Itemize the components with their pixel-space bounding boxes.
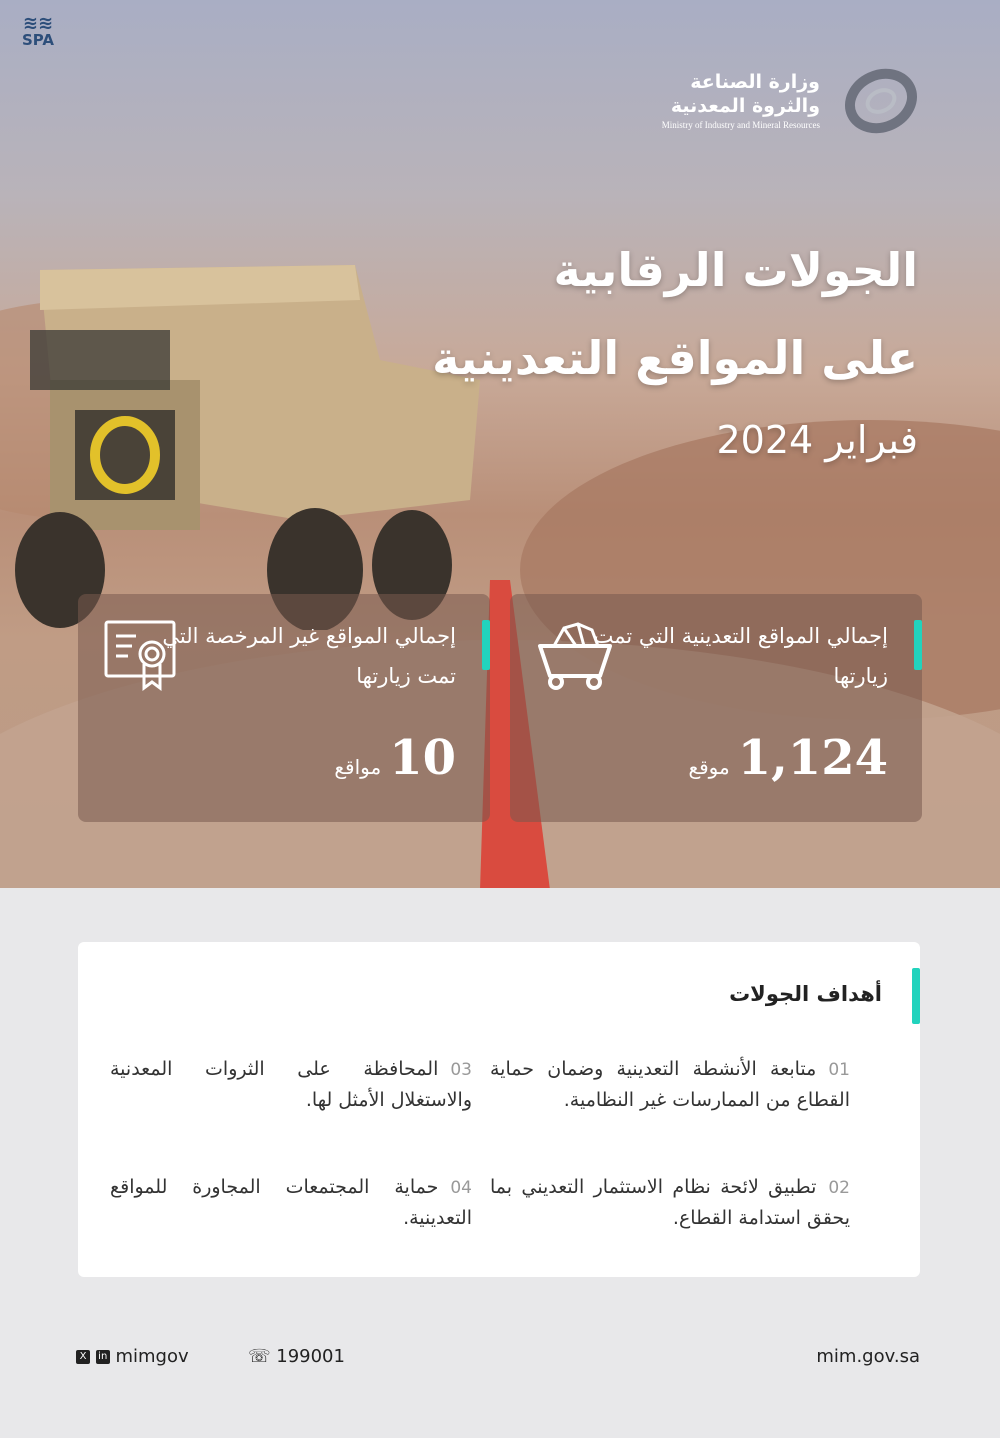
- spa-logo: ≋≋ SPA: [22, 13, 55, 49]
- social-handle-text: mimgov: [115, 1346, 189, 1367]
- stat-number: 10: [389, 730, 456, 786]
- phone-contact[interactable]: [248, 1346, 345, 1367]
- goal-item: [490, 1172, 850, 1233]
- certificate-icon: [102, 618, 184, 692]
- social-handle[interactable]: [76, 1346, 189, 1367]
- phone-icon: ☏: [248, 1346, 271, 1367]
- card-accent: [914, 620, 922, 670]
- dump-truck-illustration: [0, 260, 500, 630]
- stat-unit: موقع: [688, 755, 730, 779]
- page-subtitle: فبراير 2024: [716, 418, 918, 462]
- goals-panel: [78, 942, 920, 1277]
- stat-card-unlicensed-sites: [78, 594, 490, 822]
- stat-unit: مواقع: [334, 755, 382, 779]
- ministry-name-ar-1: وزارة الصناعة: [690, 71, 820, 93]
- goal-text: حماية المجتمعات المجاورة للمواقع التعدينية.: [110, 1176, 472, 1229]
- panel-accent: [912, 968, 920, 1024]
- ministry-name-en: Ministry of Industry and Mineral Resources: [661, 120, 820, 130]
- x-icon[interactable]: X: [76, 1350, 90, 1364]
- card-accent: [482, 620, 490, 670]
- page-title: [432, 226, 918, 402]
- linkedin-icon[interactable]: in: [96, 1350, 110, 1364]
- website-link[interactable]: mim.gov.sa: [816, 1346, 920, 1367]
- stat-label: إجمالي المواقع التعدينية التي تمت زيارتها: [593, 624, 888, 688]
- goals-heading: أهداف الجولات: [729, 982, 882, 1006]
- ministry-logo-icon: [842, 62, 920, 140]
- goal-number: 01: [828, 1060, 850, 1080]
- ministry-name-ar-2: والثروة المعدنية: [670, 95, 820, 117]
- goal-number: 02: [828, 1178, 850, 1198]
- goal-number: 03: [450, 1060, 472, 1080]
- goal-text: تطبيق لائحة نظام الاستثمار التعديني بما يحقق استدامة القطاع.: [490, 1176, 850, 1229]
- goal-text: المحافظة على الثروات المعدنية والاستغلال الأمثل لها.: [110, 1058, 472, 1111]
- stat-card-mining-sites: [510, 594, 922, 822]
- title-line-2: على المواقع التعدينية: [432, 331, 918, 385]
- goal-number: 04: [450, 1178, 472, 1198]
- stat-value: [334, 730, 456, 786]
- goal-text: متابعة الأنشطة التعدينية وضمان حماية القطاع من الممارسات غير النظامية.: [490, 1058, 850, 1111]
- goal-item: [110, 1054, 472, 1115]
- goal-item: [490, 1054, 850, 1115]
- phone-number: 199001: [276, 1346, 345, 1367]
- ministry-wordmark: [662, 70, 820, 130]
- mine-cart-icon: [534, 618, 616, 692]
- stat-label: إجمالي المواقع غير المرخصة التي تمت زيارتها: [162, 624, 456, 688]
- title-line-1: الجولات الرقابية: [553, 243, 918, 297]
- goal-item: [110, 1172, 472, 1233]
- stat-number: 1,124: [737, 730, 888, 786]
- stat-value: [688, 730, 888, 786]
